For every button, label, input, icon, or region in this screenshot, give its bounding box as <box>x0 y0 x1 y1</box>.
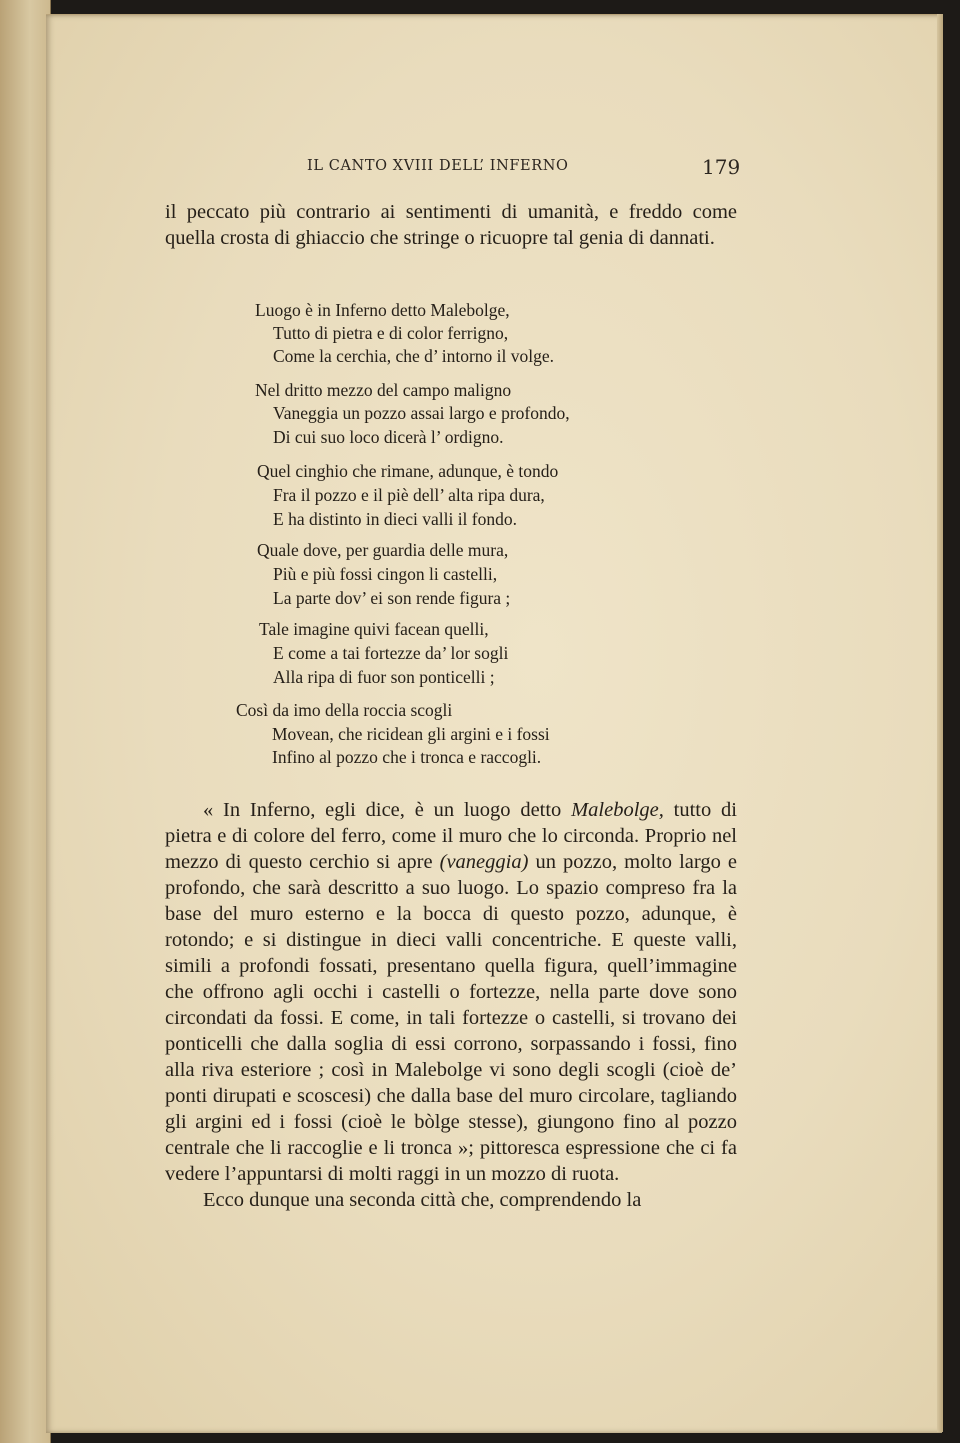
verse-line: Quel cinghio che rimane, adunque, è tondo <box>257 461 559 481</box>
verse-line: E ha distinto in dieci valli il fondo. <box>273 509 517 529</box>
verse-line: Così da imo della roccia scogli <box>236 700 453 720</box>
commentary-paragraph <box>165 797 737 1187</box>
commentary-text: « In Inferno, egli dice, è un luogo detto <box>203 799 572 821</box>
running-title: IL CANTO XVIII DELL’ INFERNO <box>307 158 569 174</box>
verse-line: Tutto di pietra e di color ferrigno, <box>273 323 509 343</box>
verse-line: Infino al pozzo che i tronca e raccogli. <box>272 747 542 767</box>
commentary-text: un pozzo, molto largo e profondo, che sarà descritto a suo luogo. Lo spazio compreso fra la base del muro esterno e la bocca di questo pozzo, adunque, è rotondo; e si distingue in dieci valli concentriche. E queste valli, simili a profondi fossati, presentano quella figura, quell’immagine che offrono agli occhi i castelli o fortezze, nella parte dove sono circondati da fossi. E come, in tali fortezze o castelli, si trovano dei ponticelli che dalla soglia di essi corrono, sorpassando i fossi, fino alla riva esteriore ; così in Malebolge vi sono degli scogli (cioè de’ ponti dirupati e scoscesi) che dalla base del muro circolare, tagliando gli argini ed i fossi (cioè le bòlge stesse), giungono fino al pozzo centrale che li raccoglie e li tronca »; pittoresca espressione che ci fa vedere l’appuntarsi di molti raggi in un mozzo di ruota. <box>165 851 738 1185</box>
verse-line: Quale dove, per guardia delle mura, <box>257 540 509 560</box>
italic-term: (vaneggia) <box>439 851 529 873</box>
facing-page-edge <box>0 0 51 1443</box>
italic-term: Malebolge, <box>571 799 664 821</box>
intro-text: il peccato più contrario ai sentimenti di umanità, e freddo come quella crosta di ghiaccio che stringe o ricuopre tal genia di dannati. <box>165 201 737 249</box>
commentary-text: tutto di pietra e di colore del ferro, come il muro che lo circonda. Proprio nel mezzo di questo cerchio si apre <box>165 799 737 873</box>
verse-line: Alla ripa di fuor son ponticelli ; <box>273 667 495 687</box>
page-stack-edge <box>937 14 943 1432</box>
verse-line: Movean, che ricidean gli argini e i fossi <box>272 724 550 744</box>
verse-line: Di cui suo loco dicerà l’ ordigno. <box>273 427 504 447</box>
commentary-paragraph <box>165 1187 737 1213</box>
page-number: 179 <box>702 155 741 179</box>
verse-line: La parte dov’ ei son rende figura ; <box>273 588 511 608</box>
verse-line: Nel dritto mezzo del campo maligno <box>255 380 512 400</box>
commentary <box>165 797 737 1213</box>
verse-line: Tale imagine quivi facean quelli, <box>259 619 489 639</box>
intro-paragraph <box>165 199 737 251</box>
verse-line: Fra il pozzo e il piè dell’ alta ripa dura, <box>273 485 545 505</box>
running-header <box>0 155 960 180</box>
verse-line: Luogo è in Inferno detto Malebolge, <box>255 300 510 320</box>
verse-line: Come la cerchia, che d’ intorno il volge. <box>273 346 555 366</box>
verse-line: E come a tai fortezze da’ lor sogli <box>273 643 509 663</box>
verse-line: Più e più fossi cingon li castelli, <box>273 564 498 584</box>
commentary-text: Ecco dunque una seconda città che, comprendendo la <box>203 1189 642 1211</box>
verse-line: Vaneggia un pozzo assai largo e profondo, <box>273 403 570 423</box>
